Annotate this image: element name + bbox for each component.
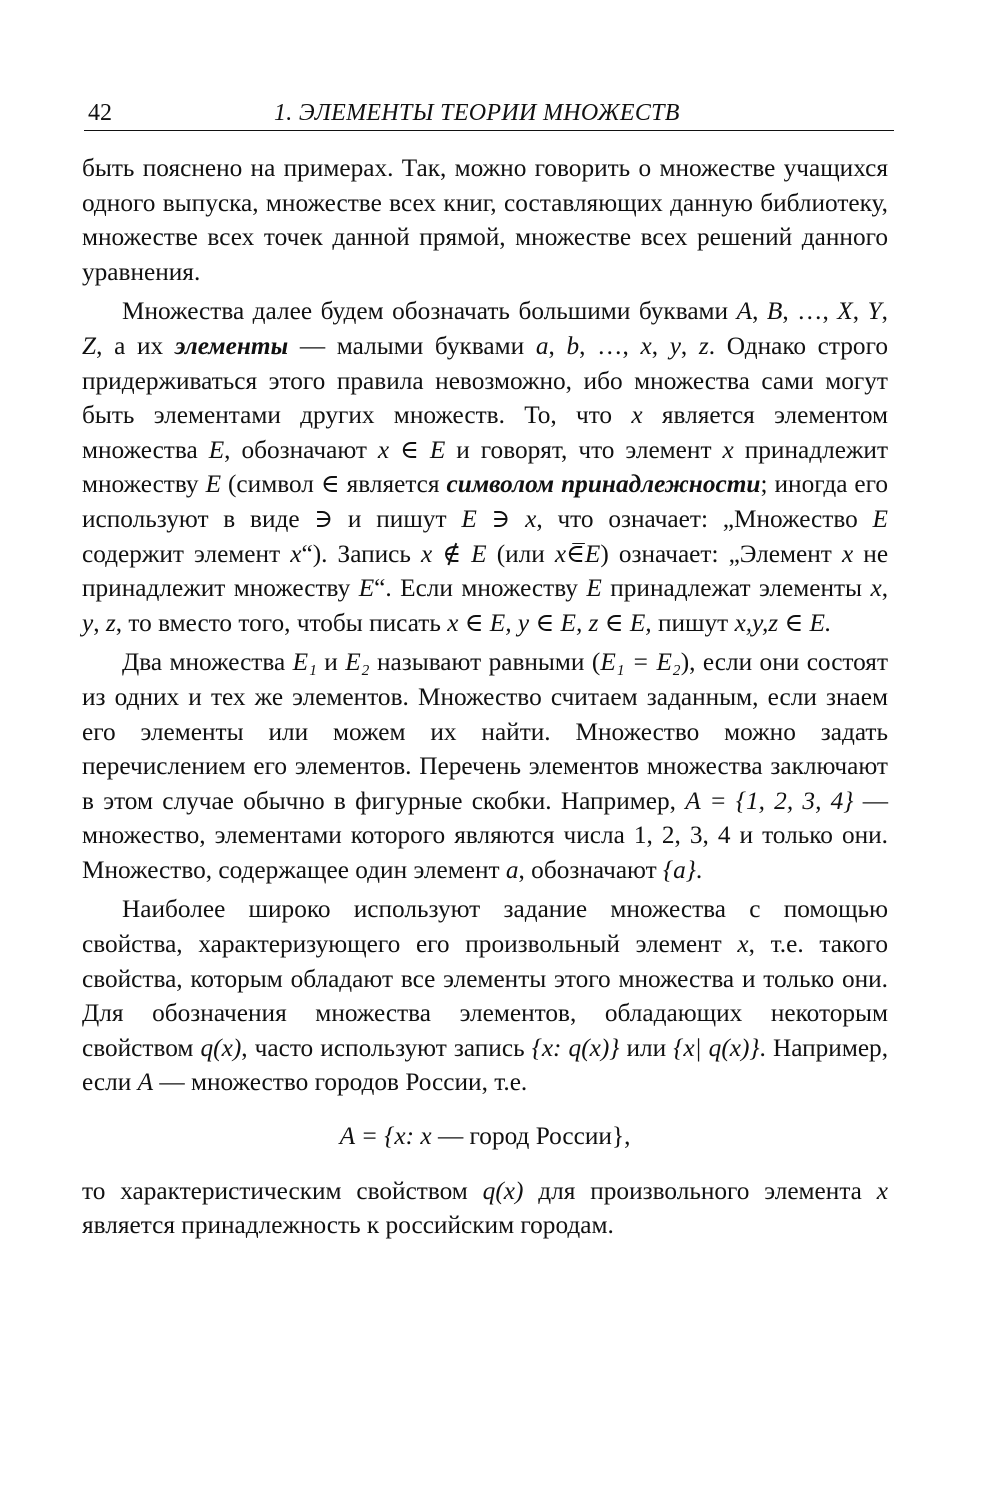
term-membership-symbol: символом принадлежности: [446, 470, 761, 499]
paragraph-3: Два множества E₁ и E₂ называют равными (E₁ = E₂), если они состоят из одних и тех же элементов. Множество считаем заданным, если знаем его элементы или можем их найти. Множество можно задать перечислением его элементов. Перечень элементов множества заключают в этом случае обычно в фигурные скобки. Например, A = {1, 2, 3, 4} — множество, элементами которого являются числа 1, 2, 3, 4 и только они. Множество, содержащее один элемент a, обозначают {a}.: [82, 648, 889, 884]
paragraph-5: то характеристическим свойством q(x) для произвольного элемента x является принадлежность к российским городам.: [82, 1176, 889, 1240]
running-title: 1. ЭЛЕМЕНТЫ ТЕОРИИ МНОЖЕСТВ: [274, 100, 680, 126]
paragraph-2: Множества далее будем обозначать большими буквами A, B, …, X, Y, Z, а их элементы — малыми буквами a, b, …, x, y, z. Однако строго придерживаться этого правила невозможно, ибо множества сами могут быть элементами других множеств. То, что x является элементом множества E, обозначают x ∈ E и говорят, что элемент x принадлежит множеству E (символ ∈ является символом принадлежности; иногда его используют в виде ∋ и пишут E ∋ x, что означает: „Множество E содержит элемент x“). Запись x ∉ E (или x∈̅E) означает: „Элемент x не принадлежит множеству E“. Если множеству E принадлежат элементы x, y, z, то вместо того, чтобы писать x ∈ E, y ∈ E, z ∈ E, пишут x,y,z ∈ E.: [82, 297, 889, 637]
display-formula: A = {x: x — город России},: [339, 1122, 631, 1151]
page-header: [84, 96, 894, 131]
paragraph-4: Наиболее широко используют задание множества с помощью свойства, характеризующего его произвольный элемент x, т.е. такого свойства, которым обладают все элементы этого множества и только они. Для обозначения множества элементов, обладающих некоторым свойством q(x), часто используют запись {x: q(x)} или {x| q(x)}. Например, если A — множество городов России, т.е.: [82, 895, 889, 1097]
term-elements: элементы: [174, 331, 289, 360]
paragraph-1: быть пояснено на примерах. Так, можно говорить о множестве учащихся одного выпуска, множестве всех книг, составляющих данную библиотеку, множестве всех точек данной прямой, множестве всех решений данного уравнения.: [82, 154, 888, 286]
page-number: 42: [88, 100, 112, 126]
page-body: [82, 151, 888, 1248]
